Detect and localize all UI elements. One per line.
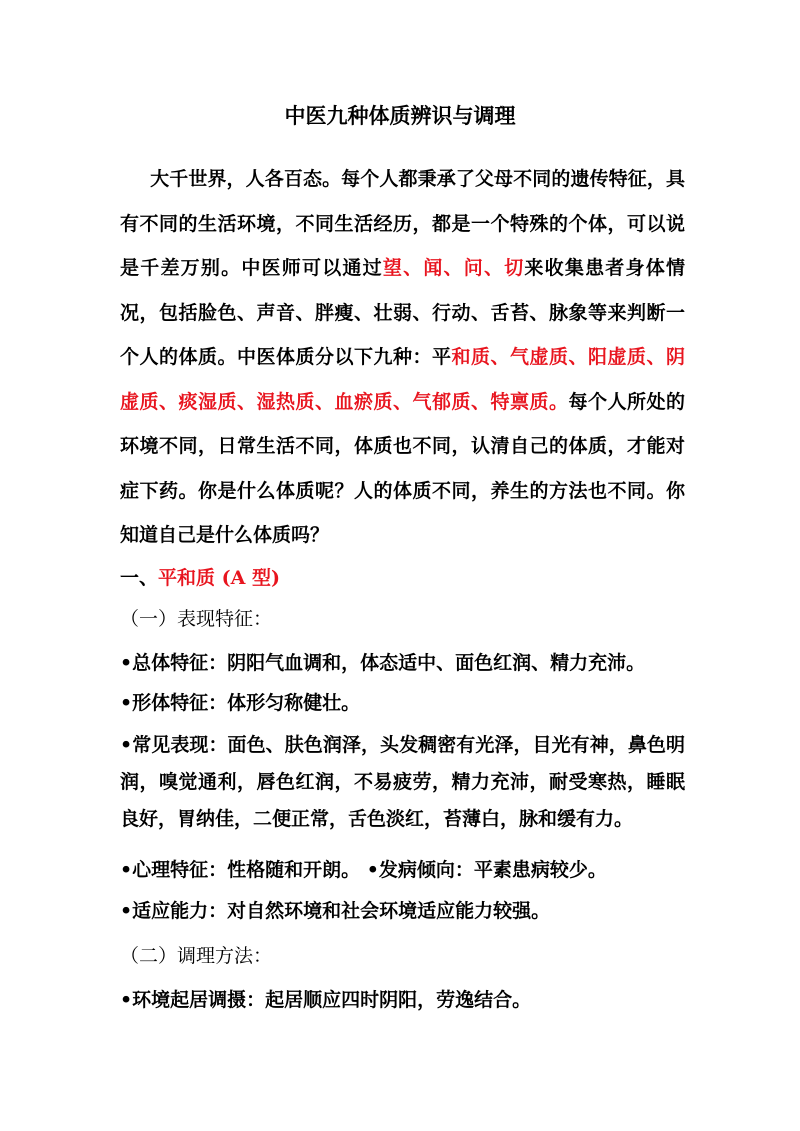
intro-highlight-diagnosis: 望、闻、问、切	[382, 257, 525, 279]
section-title: 平和质 (A 型)	[158, 567, 280, 589]
form-features: •形体特征：体形匀称健壮。	[120, 692, 361, 714]
section-number: 一、	[120, 567, 159, 589]
subheading-features: （一）表现特征：	[120, 608, 273, 630]
overall-features: •总体特征：阴阳气血调和，体态适中、面色红润、精力充沛。	[120, 652, 646, 674]
intro-text-2: 来收集患者身体情况，包括脸色、声音、胖瘦、壮弱、行动、舌苔、脉象等来判断一个人的体质。中医体质分以下九种：平	[120, 257, 685, 368]
psych-and-tendency: •心理特征：性格随和开朗。 •发病倾向：平素患病较少。	[120, 859, 607, 881]
document-title: 中医九种体质辨识与调理	[284, 103, 516, 128]
intro-text-3: 每个人所处的环境不同，日常生活不同，体质也不同，认清自己的体质，才能对症下药。你是什么体质呢？人的体质不同，养生的方法也不同。你知道自己是什么体质吗？	[120, 390, 685, 546]
subheading-methods: （二）调理方法：	[120, 945, 273, 967]
intro-text-1: 大千世界，人各百态。每个人都秉承了父母不同的遗传特征，具有不同的生活环境，不同生活经历，都是一个特殊的个体，可以说是千差万别。中医师可以通过	[120, 168, 685, 279]
intro-highlight-constitutions: 和质、气虚质、阳虚质、阴虚质、痰湿质、湿热质、血瘀质、气郁质、特禀质。	[120, 346, 685, 413]
intro-paragraph	[120, 157, 685, 558]
common-manifestations: •常见表现：面色、肤色润泽，头发稠密有光泽，目光有神，鼻色明润，嗅觉通利，唇色红润，不易疲劳，精力充沛，耐受寒热，睡眠良好，胃纳佳，二便正常，舌色淡红，苔薄白，脉和缓有力。	[120, 734, 685, 830]
environment-care: •环境起居调摄：起居顺应四时阴阳，劳逸结合。	[120, 989, 532, 1011]
adaptability: •适应能力：对自然环境和社会环境适应能力较强。	[120, 900, 551, 922]
section-heading	[120, 563, 280, 590]
